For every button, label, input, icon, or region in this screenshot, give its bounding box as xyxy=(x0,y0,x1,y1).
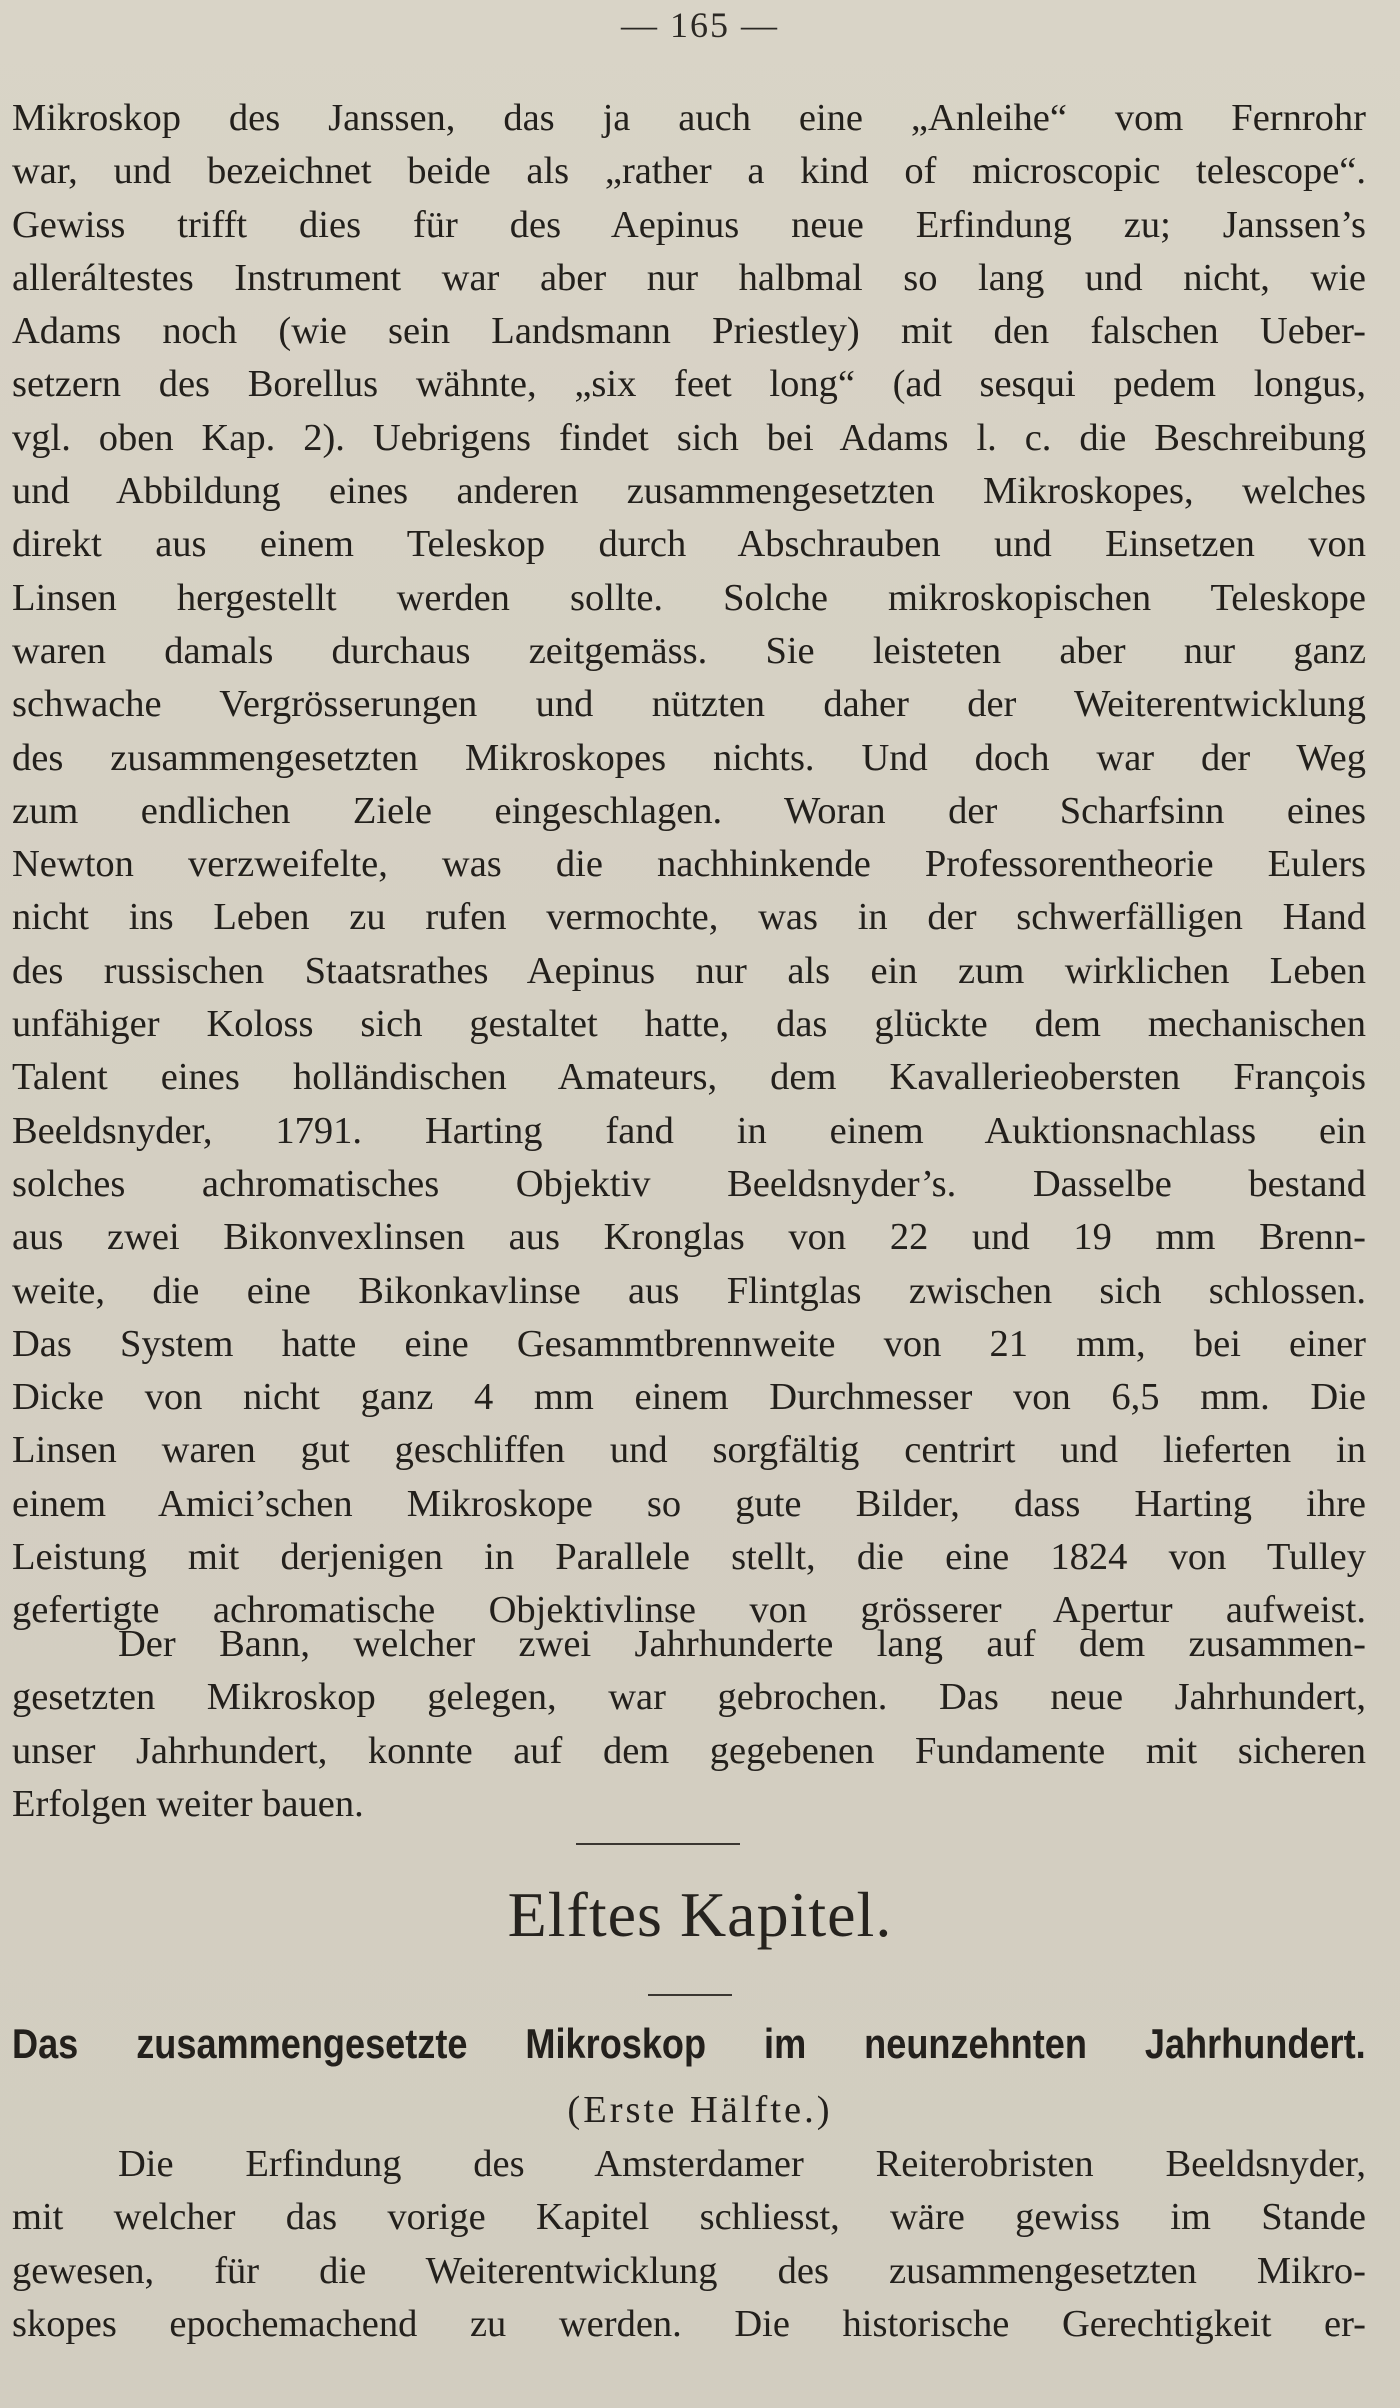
chapter-title: Elftes Kapitel. xyxy=(507,1879,893,1950)
text-line: skopes epochemachend zu werden. Die historische Gerechtigkeit er- xyxy=(12,2302,1366,2345)
text-line: und Abbildung eines anderen zusammengesetzten Mikroskopes, welches xyxy=(12,470,1366,513)
text-line: Adams noch (wie sein Landsmann Priestley) mit den falschen Ueber- xyxy=(12,310,1366,353)
text-line: des russischen Staatsrathes Aepinus nur als ein zum wirklichen Leben xyxy=(12,949,1366,992)
text-line: solches achromatisches Objektiv Beeldsnyder’s. Dasselbe bestand xyxy=(12,1162,1366,1205)
title-underline-rule xyxy=(648,1994,732,1996)
paragraph-continuation xyxy=(12,92,1366,1638)
text-line: gefertigte achromatische Objektivlinse von grösserer Apertur aufweist. xyxy=(12,1589,1366,1632)
text-line: waren damals durchaus zeitgemäss. Sie leisteten aber nur ganz xyxy=(12,629,1366,672)
section-subtitle: (Erste Hälfte.) xyxy=(567,2089,833,2131)
text-line: einem Amici’schen Mikroskope so gute Bilder, dass Harting ihre xyxy=(12,1482,1366,1525)
text-line: setzern des Borellus wähnte, „six feet long“ (ad sesqui pedem longus, xyxy=(12,363,1366,406)
section-title: Das zusammengesetzte Mikroskop im neunzehnten Jahrhundert. xyxy=(12,2020,1366,2067)
page-number: — 165 — xyxy=(621,5,779,45)
paragraph-conclusion xyxy=(12,1618,1366,1831)
text-line: mit welcher das vorige Kapitel schliesst, wäre gewiss im Stande xyxy=(12,2196,1366,2239)
text-line: unser Jahrhundert, konnte auf dem gegebenen Fundamente mit sicheren xyxy=(12,1729,1366,1772)
text-line: war, und bezeichnet beide als „rather a kind of microscopic telescope“. xyxy=(12,150,1366,193)
text-line: Linsen hergestellt werden sollte. Solche mikroskopischen Teleskope xyxy=(12,576,1366,619)
text-line: Newton verzweifelte, was die nachhinkende Professorentheorie Eulers xyxy=(12,843,1366,886)
text-line: Erfolgen weiter bauen. xyxy=(12,1782,364,1825)
text-line: Die Erfindung des Amsterdamer Reiterobristen Beeldsnyder, xyxy=(118,2143,1366,2185)
text-line: gewesen, für die Weiterentwicklung des zusammengesetzten Mikro- xyxy=(12,2249,1366,2292)
text-line: weite, die eine Bikonkavlinse aus Flintglas zwischen sich schlossen. xyxy=(12,1269,1366,1312)
chapter-divider-rule xyxy=(576,1843,740,1845)
text-line: nicht ins Leben zu rufen vermochte, was in der schwerfälligen Hand xyxy=(12,896,1366,939)
text-line: Der Bann, welcher zwei Jahrhunderte lang auf dem zusammen- xyxy=(118,1623,1366,1665)
text-line: Dicke von nicht ganz 4 mm einem Durchmesser von 6,5 mm. Die xyxy=(12,1376,1366,1419)
text-line: Beeldsnyder, 1791. Harting fand in einem Auktionsnachlass ein xyxy=(12,1109,1366,1152)
text-line: gesetzten Mikroskop gelegen, war gebrochen. Das neue Jahrhundert, xyxy=(12,1676,1366,1719)
text-line: alleráltestes Instrument war aber nur halbmal so lang und nicht, wie xyxy=(12,256,1366,299)
text-line: Leistung mit derjenigen in Parallele stellt, die eine 1824 von Tulley xyxy=(12,1536,1366,1579)
text-line: Talent eines holländischen Amateurs, dem Kavallerieobersten François xyxy=(12,1056,1366,1099)
paragraph-chapter-opening xyxy=(12,2138,1366,2351)
text-line: unfähiger Koloss sich gestaltet hatte, das glückte dem mechanischen xyxy=(12,1003,1366,1046)
text-line: des zusammengesetzten Mikroskopes nichts. Und doch war der Weg xyxy=(12,736,1366,779)
text-line: vgl. oben Kap. 2). Uebrigens findet sich bei Adams l. c. die Beschreibung xyxy=(12,416,1366,459)
text-line: aus zwei Bikonvexlinsen aus Kronglas von 22 und 19 mm Brenn- xyxy=(12,1216,1366,1259)
text-line: zum endlichen Ziele eingeschlagen. Woran der Scharfsinn eines xyxy=(12,789,1366,832)
text-line: direkt aus einem Teleskop durch Abschrauben und Einsetzen von xyxy=(12,523,1366,566)
text-line: Mikroskop des Janssen, das ja auch eine „Anleihe“ vom Fernrohr xyxy=(12,97,1366,139)
text-line: schwache Vergrösserungen und nützten daher der Weiterentwicklung xyxy=(12,683,1366,726)
text-line: Linsen waren gut geschliffen und sorgfältig centrirt und lieferten in xyxy=(12,1429,1366,1472)
text-line: Gewiss trifft dies für des Aepinus neue Erfindung zu; Janssen’s xyxy=(12,203,1366,246)
text-line: Das System hatte eine Gesammtbrennweite von 21 mm, bei einer xyxy=(12,1322,1366,1365)
